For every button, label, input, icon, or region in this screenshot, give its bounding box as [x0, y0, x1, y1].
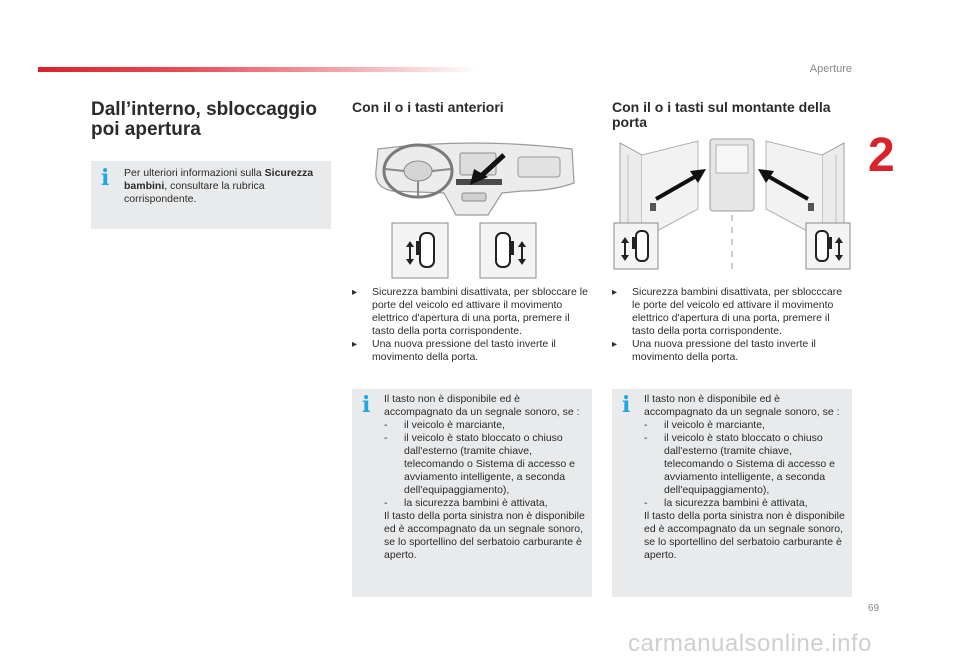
sliding-door-left-button-icon [614, 223, 658, 269]
bullet-icon: ▸ [612, 339, 618, 350]
dashboard-illustration [352, 135, 592, 280]
note-item-text: il veicolo è stato bloccato o chiuso dall'esterno (tramite chiave, telecomando o Sistema di accesso e avviamento intelligente, a seconda dell'equipaggiamento), [664, 432, 836, 496]
note-item-text: il veicolo è stato bloccato o chiuso dall'esterno (tramite chiave, telecomando o Sistema di accesso e avviamento intelligente, a seconda dell'equipaggiamento), [404, 432, 576, 496]
sliding-door-right-button-icon [480, 223, 536, 278]
watermark: carmanualsonline.info [628, 630, 872, 657]
info-icon: i [622, 392, 631, 418]
bullet-text: Sicurezza bambini disattivata, per sbloccare le porte del veicolo ed attivare il movimento elettrico d'apertura di una porta, premere il tasto della porta corrispondente. [372, 286, 588, 337]
note-outro: Il tasto della porta sinistra non è disponibile ed è accompagnato da un segnale sonoro, se lo sportellino del serbatoio carburante è aperto. [644, 510, 845, 561]
page-number: 69 [868, 603, 880, 614]
col3-note-text [644, 393, 848, 562]
list-item [612, 338, 848, 364]
info-icon: i [362, 392, 371, 418]
col1-info-box [91, 161, 331, 229]
note-item [384, 497, 588, 510]
bullet-icon: ▸ [352, 339, 358, 350]
bullet-text: Sicurezza bambini disattivata, per sblocccare le porte del veicolo ed attivare il movimento elettrico d'apertura di una porta, premere il tasto della porta corrispondente. [632, 286, 843, 337]
info-icon: i [101, 165, 110, 191]
note-item-text: il veicolo è marciante, [664, 419, 765, 431]
bullet-icon: ▸ [352, 287, 358, 298]
sliding-door-left-button-icon [392, 223, 448, 278]
note-item [644, 419, 848, 432]
note-item [644, 432, 848, 497]
note-item-text: la sicurezza bambini è attivata, [404, 497, 548, 509]
col2-title: Con il o i tasti anteriori [352, 99, 504, 115]
col3-note-box [612, 389, 852, 597]
col1-title: Dall’interno, sbloccaggio poi apertura [91, 99, 317, 140]
note-outro: Il tasto della porta sinistra non è disponibile ed è accompagnato da un segnale sonoro, se lo sportellino del serbatoio carburante è aperto. [384, 510, 585, 561]
dash: - [644, 497, 648, 509]
col1-info-text [124, 167, 322, 206]
list-item [612, 286, 848, 338]
chapter-number: 2 [868, 129, 895, 182]
note-item [384, 419, 588, 432]
note-intro: Il tasto non è disponibile ed è accompagnato da un segnale sonoro, se : [384, 393, 580, 418]
col1-info-post: , consultare la rubrica corrispondente. [124, 180, 265, 205]
dash: - [644, 432, 648, 444]
note-item-text: il veicolo è marciante, [404, 419, 505, 431]
bullet-text: Una nuova pressione del tasto inverte il movimento della porta. [632, 338, 816, 363]
sliding-door-right-button-icon [806, 223, 850, 269]
bullet-icon: ▸ [612, 287, 618, 298]
col2-bullets [352, 286, 588, 364]
col1-info-pre: Per ulteriori informazioni sulla [124, 167, 262, 179]
list-item [352, 286, 588, 338]
col1-info-bold: Sicurezza bambini [124, 167, 314, 192]
col3-bullets [612, 286, 848, 364]
note-item [644, 497, 848, 510]
col3-title: Con il o i tasti sul montante della porta [612, 99, 831, 130]
note-item [384, 432, 588, 497]
dash: - [644, 419, 648, 431]
bullet-text: Una nuova pressione del tasto inverte il movimento della porta. [372, 338, 556, 363]
header-accent-bar [38, 67, 478, 72]
dash: - [384, 419, 388, 431]
list-item [352, 338, 588, 364]
door-pillar-illustration [612, 135, 852, 280]
dash: - [384, 497, 388, 509]
col2-note-box [352, 389, 592, 597]
col2-note-text [384, 393, 588, 562]
dash: - [384, 432, 388, 444]
note-item-text: la sicurezza bambini è attivata, [664, 497, 808, 509]
note-intro: Il tasto non è disponibile ed è accompagnato da un segnale sonoro, se : [644, 393, 840, 418]
section-name: Aperture [809, 63, 852, 75]
